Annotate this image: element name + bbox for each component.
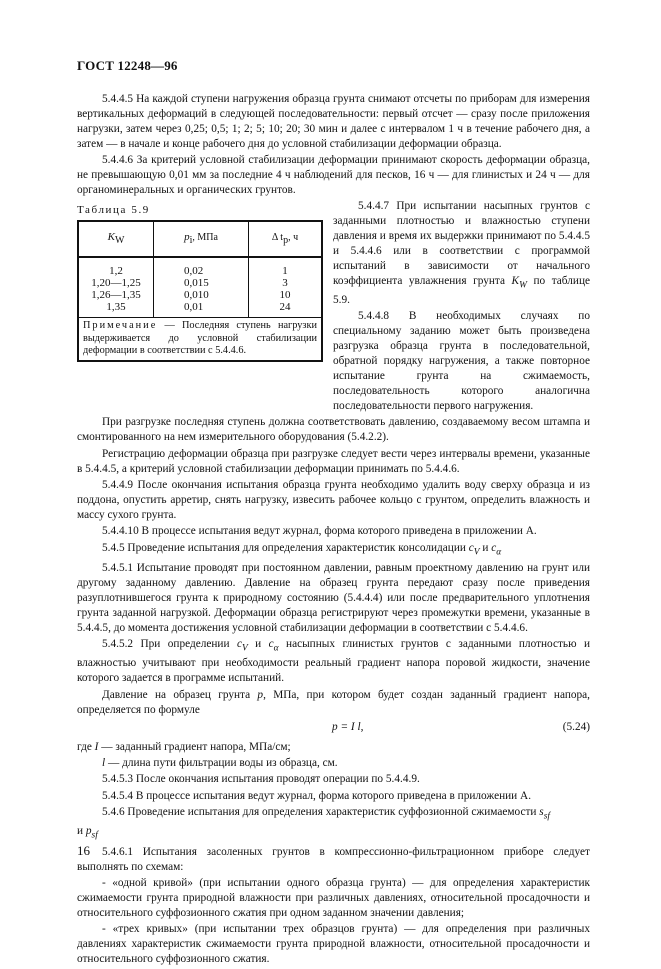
paragraph-5-4-4-6: 5.4.4.6 За критерий условной стабилизации деформации принимают скорость деформации образца, не превышающую 0,01 мм за последние 4 ч наблюдений для песков, 16 ч — для глинистых и 24 ч — для органоминеральных и органических грунтов. (77, 154, 590, 196)
table-header-pressure: $p_i$, МПа (154, 221, 249, 257)
table-col-pressure: 0,02 0,015 0,010 0,01 (154, 257, 249, 318)
document-header: ГОСТ 12248—96 (77, 58, 178, 73)
paragraph-three-curves: - «трех кривых» (при испытании трех образцов грунта) — для определения при различных давлениях характеристик сжимаемости грунта природной влажности, относительной просадочности и относительного суффозионного сжатия. (77, 923, 590, 966)
paragraph-one-curve: - «одной кривой» (при испытании одного образца грунта) — для определения характеристик сжимаемости грунта природной влажности при различных давлениях, относительной просадочности и относительного суффозионного сжатия при одном заданном значении давления; (77, 877, 590, 920)
table-col-kw: 1,2 1,20—1,25 1,26—1,35 1,35 (78, 257, 154, 318)
paragraph-pressure-formula-intro: Давление на образец грунта p, МПа, при котором будет создан заданный градиент напора, определяется по формуле (77, 688, 590, 716)
paragraph-5-4-6: 5.4.6 Проведение испытания для определения характеристик суффозионной сжимаемости $s_{sf}$ и $p_{sf}$ (77, 806, 550, 841)
paragraph-unloading: При разгрузке последняя ступень должна соответствовать давлению, создаваемому весом штампа и смонтированного на нем измерительного оборудования (5.4.2.2). (77, 416, 590, 444)
document-body (77, 92, 590, 969)
formula-expression: p = I l, (332, 720, 364, 733)
table-col-time: 1 3 10 24 (249, 257, 323, 318)
table-5-9-block (77, 199, 323, 362)
table-note-row (78, 318, 322, 362)
table-and-side-text (77, 199, 590, 415)
table-caption: Таблица 5.9 (77, 204, 150, 217)
paragraph-5-4-4-9: 5.4.4.9 После окончания испытания образца грунта необходимо удалить воду сверху образца и из поддона, опустить арретир, снять нагрузку, извесить рабочее кольцо с грунтом, определить влажность и массу сухого грунта. (77, 478, 590, 521)
side-text (333, 199, 590, 415)
paragraph-5-4-5-4: 5.4.5.4 В процессе испытания ведут журнал, форма которого приведена в приложении А. (102, 789, 532, 802)
table-header-row (78, 221, 322, 257)
paragraph-5-4-4-8: 5.4.4.8 В необходимых случаях по специальному заданию может быть произведена разгрузка образца грунта в последовательной, обратной порядку нагружения, а также повторное испытание грунта на сжимаемость, последовательность которого аналогична последовательности первого нагружения. (333, 310, 590, 412)
formula-where-i: где I — заданный градиент напора, МПа/см; (77, 740, 291, 753)
table-header-kw: $K_W$ (78, 221, 154, 257)
formula-where-l: l — длина пути фильтрации воды из образца, см. (102, 756, 338, 769)
page-number: 16 (77, 843, 90, 858)
table-5-9 (77, 220, 323, 362)
paragraph-5-4-4-10: 5.4.4.10 В процессе испытания ведут журнал, форма которого приведена в приложении А. (102, 525, 537, 538)
formula-number: (5.24) (562, 720, 590, 733)
paragraph-registration: Регистрацию деформации образца при разгрузке следует вести через интервалы времени, указанные в 5.4.4.5, а критерий условной стабилизации деформации принимать по 5.4.4.6. (77, 447, 590, 475)
table-data-row (78, 257, 322, 318)
paragraph-5-4-4-7: 5.4.4.7 При испытании насыпных грунтов с заданными плотностью и влажностью ступени давления и время их выдержки принимают по 5.4.4.5 и 5.4.4.6 или в соответствии с программой испытаний в зависимости от начального коэффициента увлажнения грунта $K_W$ по таблице 5.9. (333, 200, 590, 307)
paragraph-5-4-5-3: 5.4.5.3 После окончания испытания проводят операции по 5.4.4.9. (102, 773, 420, 786)
paragraph-5-4-6-1: 5.4.6.1 Испытания засоленных грунтов в компрессионно-фильтрационном приборе следует выполнять по схемам: (77, 845, 590, 873)
table-header-time: Δ $t_p$, ч (249, 221, 323, 257)
paragraph-5-4-4-5: 5.4.4.5 На каждой ступени нагружения образца грунта снимают отсчеты по приборам для измерения вертикальных деформаций в следующей последовательности: первый отсчет — сразу после приложения нагрузки, затем через 0,25; 0,5; 1; 2; 5; 10; 20; 30 мин и далее с интервалом 1 ч в течение рабочего дня, а затем — в начале и конце рабочего дня до условной стабилизации деформации образца. (77, 93, 590, 150)
formula-5-24 (77, 720, 590, 736)
paragraph-5-4-5-1: 5.4.5.1 Испытание проводят при постоянном давлении, равным проектному давлению на грунт или другому заданному давлению. Давление на образец грунта передают сразу после приведения разуплотнившегося грунта к природному состоянию (5.4.4.4) или после предварительного уплотнения грунта заданной нагрузкой. Деформации образца регистрируют через промежутки времени, указанные в 5.4.4.5, до момента достижения условной стабилизации деформации в соответствии с 5.4.4.6. (77, 562, 590, 634)
paragraph-5-4-5: 5.4.5 Проведение испытания для определения характеристик консолидации $c_V$ и $c_\alpha$ (102, 541, 502, 557)
table-note: Примечание — Последняя ступень нагрузки выдерживается до условной стабилизации деформации в соответствии с 5.4.4.6. (78, 318, 322, 362)
paragraph-5-4-5-2: 5.4.5.2 При определении $c_V$ и $c_\alpha$ насыпных глинистых грунтов с заданными плотностью и влажностью учитывают при необходимости реальный градиент напора поровой жидкости, значение которого задается в программе испытаний. (77, 638, 590, 685)
